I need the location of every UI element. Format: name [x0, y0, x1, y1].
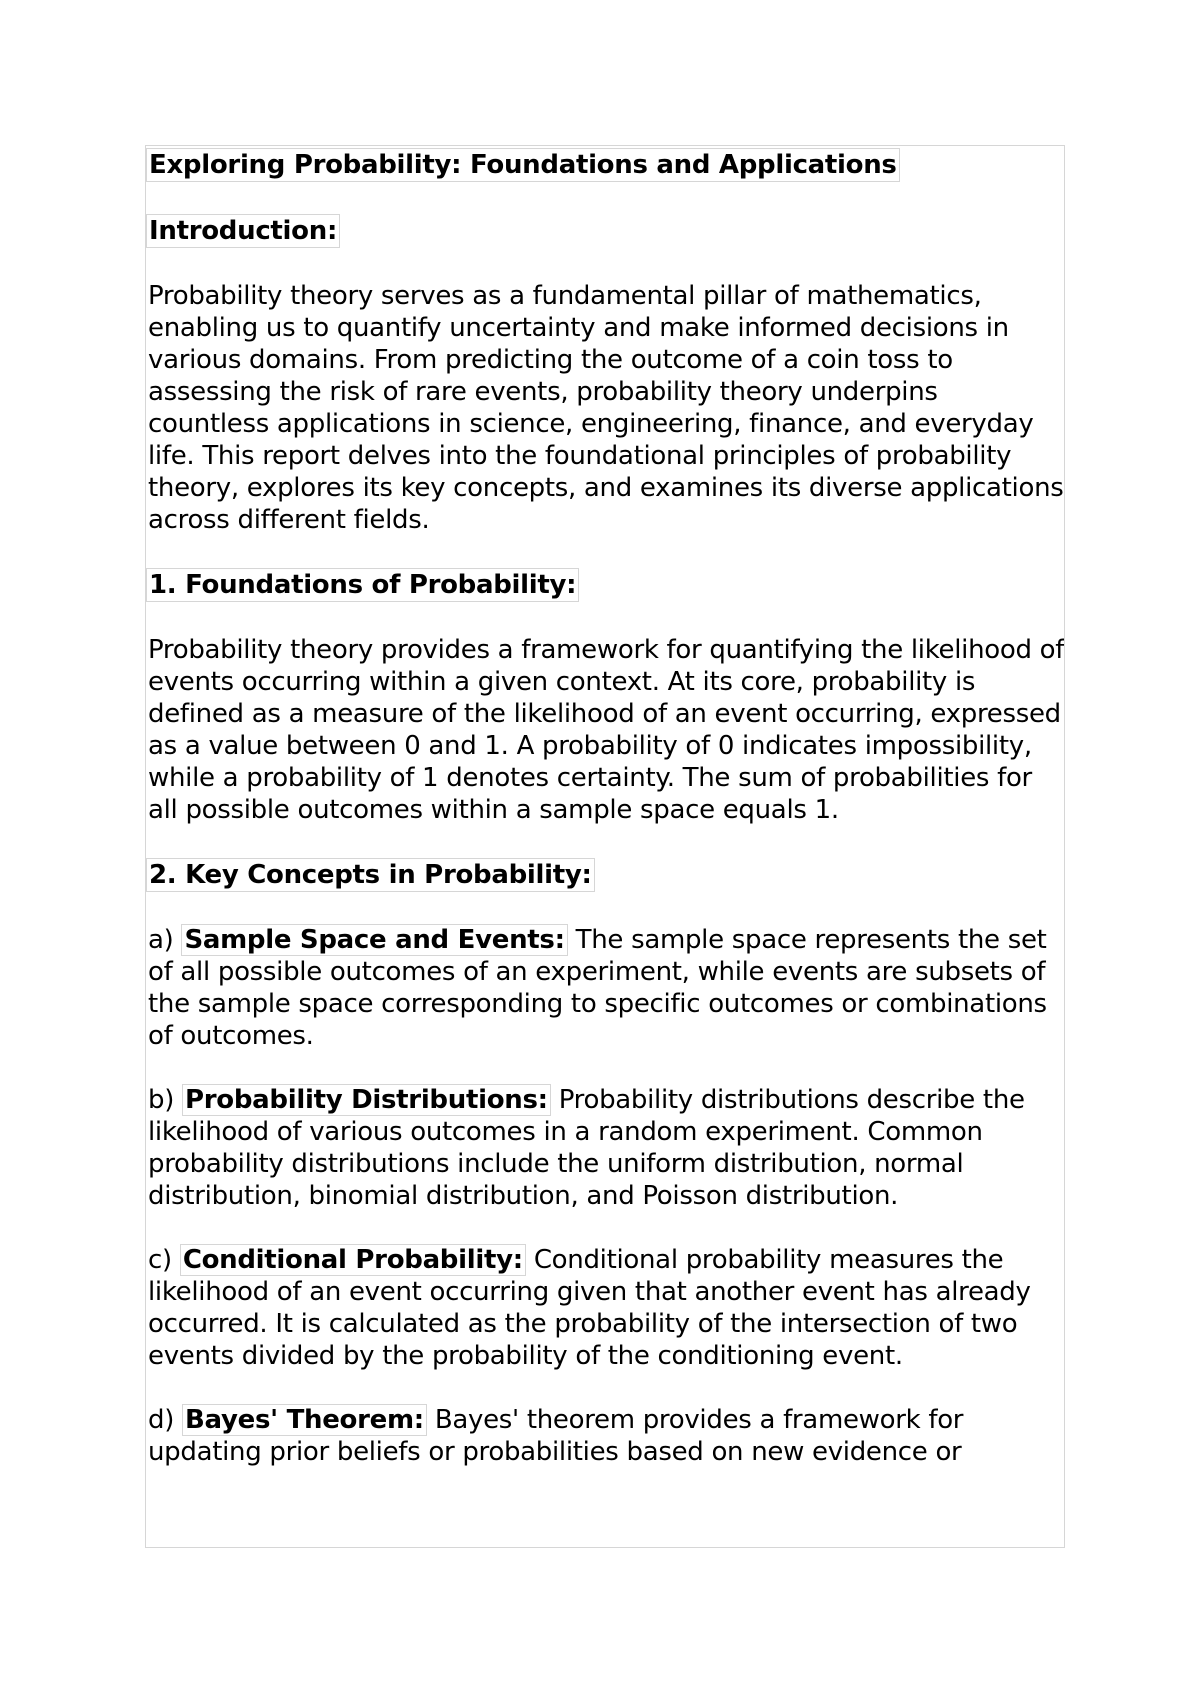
document-body [148, 148, 1065, 1500]
section1-heading: 1. Foundations of Probability: [146, 568, 579, 602]
concept-text: Bayes' theorem provides a framework for updating prior beliefs or probabilities based on new evidence or [148, 1405, 964, 1467]
concept-term: Sample Space and Events: [181, 924, 567, 956]
document-title: Exploring Probability: Foundations and Applications [146, 148, 900, 182]
section1-heading-block [148, 568, 1065, 602]
intro-heading: Introduction: [146, 214, 340, 248]
section1-paragraph: Probability theory provides a framework for quantifying the likelihood of events occurring within a given context. At its core, probability is defined as a measure of the likelihood of an event occurring, expressed as a value between 0 and 1. A probability of 0 indicates impossibility, while a probability of 1 denotes certainty. The sum of probabilities for all possible outcomes within a sample space equals 1. [148, 635, 1065, 825]
concept-item-a [148, 924, 1065, 1052]
concept-item-b [148, 1084, 1065, 1212]
section2-heading: 2. Key Concepts in Probability: [146, 858, 595, 892]
document-page [145, 145, 1065, 1548]
section2-heading-block [148, 858, 1065, 892]
concept-text: The sample space represents the set of all possible outcomes of an experiment, while events are subsets of the sample space corresponding to specific outcomes or combinations of outcomes. [148, 925, 1047, 1051]
concept-term: Probability Distributions: [182, 1084, 551, 1116]
concept-text: Probability distributions describe the likelihood of various outcomes in a random experiment. Common probability distributions include the uniform distribution, normal distribution, binomial distribution, and Poisson distribution. [148, 1085, 1025, 1211]
concept-prefix: b) [148, 1085, 175, 1115]
intro-heading-block [148, 214, 1065, 248]
concept-text: Conditional probability measures the likelihood of an event occurring given that another event has already occurred. It is calculated as the probability of the intersection of two events divided by the probability of the conditioning event. [148, 1245, 1031, 1371]
concept-term: Conditional Probability: [180, 1244, 526, 1276]
intro-paragraph: Probability theory serves as a fundamental pillar of mathematics, enabling us to quantify uncertainty and make informed decisions in various domains. From predicting the outcome of a coin toss to assessing the risk of rare events, probability theory underpins countless applications in science, engineering, finance, and everyday life. This report delves into the foundational principles of probability theory, explores its key concepts, and examines its diverse applications across different fields. [148, 281, 1064, 535]
concept-item-c [148, 1244, 1065, 1372]
concept-item-d [148, 1404, 1065, 1468]
concept-term: Bayes' Theorem: [182, 1404, 427, 1436]
title-block [148, 148, 1065, 182]
concept-prefix: d) [148, 1405, 175, 1435]
concept-prefix: a) [148, 925, 174, 955]
concept-prefix: c) [148, 1245, 172, 1275]
